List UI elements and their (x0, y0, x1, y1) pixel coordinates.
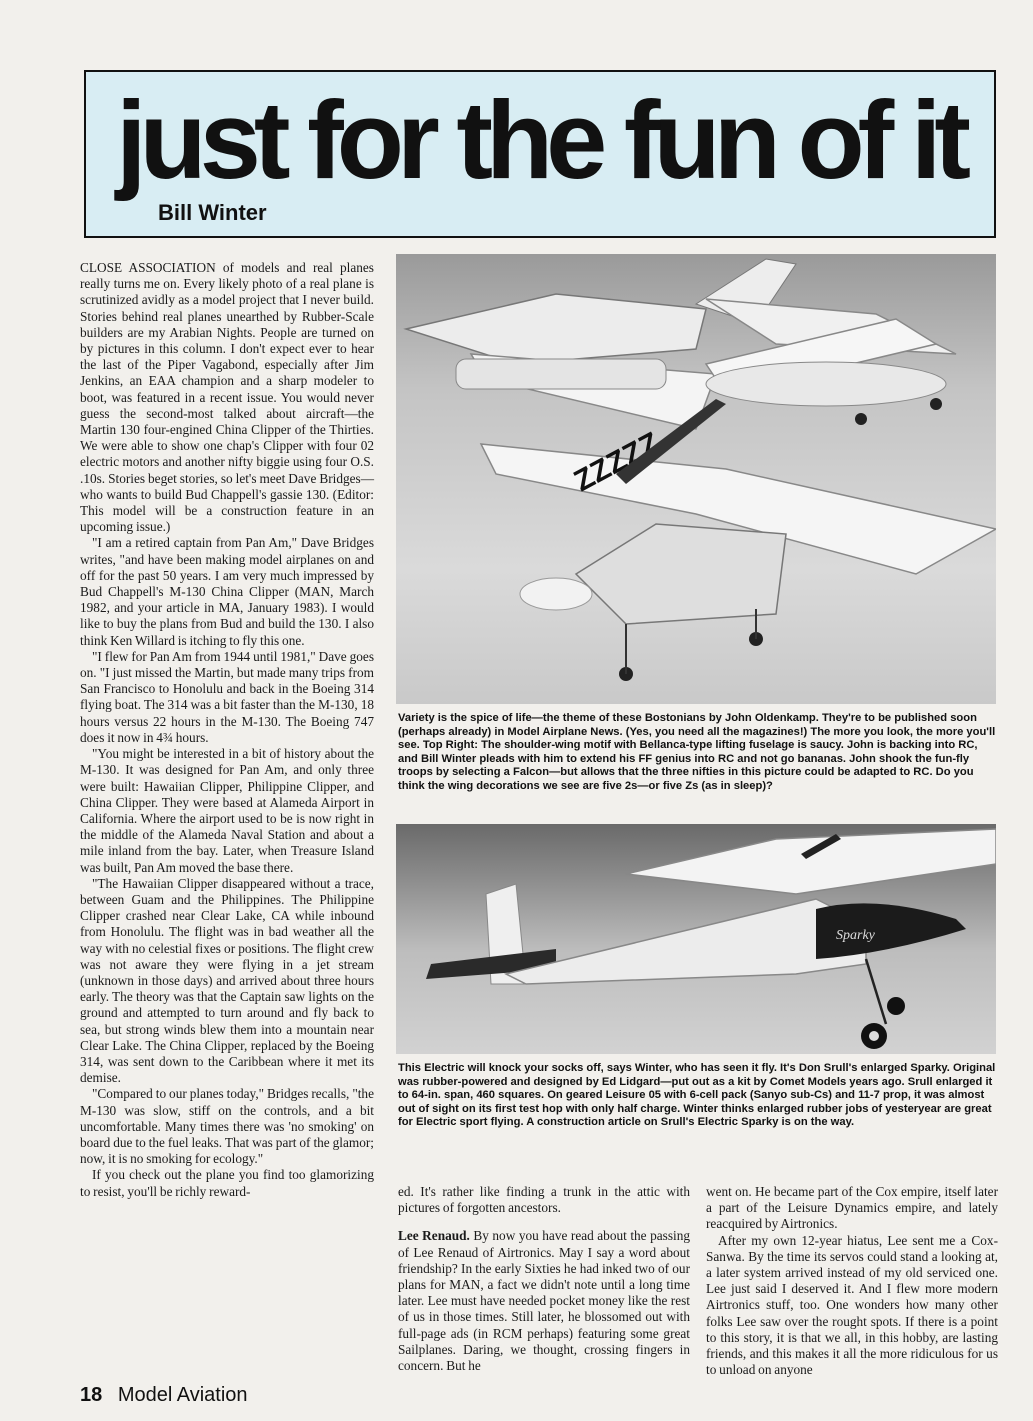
sparky-illustration (396, 824, 996, 1054)
paragraph: CLOSE ASSOCIATION of models and real planes really turns me on. Every likely photo of a real plane is scrutinized avidly as a model project that I never build. Stories behind real planes unearthed by Rubber-Scale builders are my Arabian Nights. People are turned on by pictures in this column. I don't expect ever to hear the last of the Piper Vagabond, especially after Jim Jenkins, an EAA champion and a sharp modeler to boot, was featured in a recent issue. You would never guess the second-most talked about aircraft—the Martin 130 four-engined China Clipper of the Thirties. We were able to show one chap's Clipper with four 02 electric motors and another nifty biggie using four O.S. .10s. Stories beget stories, so let's meet Dave Bridges—who wants to build Bud Chappell's gassie 130. (Editor: This model will be a construction feature in an upcoming issue.) (80, 260, 374, 535)
paragraph: ed. It's rather like finding a trunk in the attic with pictures of forgotten ancestors. (398, 1184, 690, 1216)
magazine-name: Model Aviation (117, 1384, 248, 1406)
author-byline: Bill Winter (158, 200, 267, 225)
article-column-1 (80, 260, 374, 1200)
fuselage-lettering: Sparky (836, 928, 875, 943)
photo-caption-sparky: This Electric will knock your socks off, says Winter, who has seen it fly. It's Don Srull's enlarged Sparky. Original was rubber-powered and designed by Ed Lidgard—put out as a kit by Comet Models years ago. Srull enlarged it to 64-in. span, 460 squares. On geared Leisure 05 with 6-cell pack (Sanyo sub-Cs) and 11-7 prop, it was almost out of sight on its first test hop with only half charge. Winter thinks enlarged rubber jobs of yesteryear are great for Electric sport flying. A construction article on Srull's Electric Sparky is on the way. (398, 1062, 996, 1129)
paragraph: After my own 12-year hiatus, Lee sent me a Cox-Sanwa. By the time its servos could stand a looking at, a later system arrived instead of my old serviced one. Lee just said I deserved it. And I flew more modern Airtronics stuff, too. One wonders how many other folks Lee saw over the rought spots. If there is a point to this story, it is that we all, in this hobby, are lasting friends, and this makes it all the more ridiculous for us to unload on anyone (706, 1232, 998, 1378)
paragraph: went on. He became part of the Cox empire, itself later a part of the Leisure Dynamics empire, and lately reacquired by Airtronics. (706, 1184, 998, 1232)
section-lead-in: Lee Renaud. (398, 1228, 470, 1244)
model-planes-illustration (396, 254, 996, 704)
page-title: just for the fun of it (116, 79, 965, 202)
bostonians-photo (396, 254, 996, 704)
paragraph-text: By now you have read about the passing of Lee Renaud of Airtronics. May I say a word about friendship? In the early Sixties he had inked two of our plans for MAN, a fact we didn't note until a long time later. Lee must have needed pocket money like the rest of us in those times. Still later, he blossomed out with full-page ads (in RCM perhaps) featuring some great Sailplanes. Daring, we thought, crossing fingers in concern. But he (398, 1228, 690, 1374)
photo-caption-bostonians: Variety is the spice of life—the theme of these Bostonians by John Oldenkamp. They're to be published soon (perhaps already) in Model Airplane News. (Yes, you need all the magazines!) The more you look, the more you'll see. Top Right: The shoulder-wing motif with Bellanca-type lifting fuselage is saucy. John is backing into RC, and Bill Winter pleads with him to extend his FF genius into RC and not go bananas. John shook the fun-fly troops by selecting a Falcon—but allows that the three nifties in this picture could be adapted to RC. Do you think the wing decorations we see are five 2s—or five Zs (as in sleep)? (398, 712, 996, 792)
paragraph: "The Hawaiian Clipper disappeared without a trace, between Guam and the Philippines. The Philippine Clipper crashed near Clear Lake, CA while inbound from Honolulu. The flight was in bad weather all the way with no celestial fixes or positions. The flight crew was not aware they were flying in a jet stream (unknown in those days) and arrived about three hours early. The theory was that the Captain saw lights on the ground and attempted to turn around and fly back to sea, but strong winds blew them into a mountain near Clear Lake. The China Clipper, replaced by the Boeing 314, was sent down to the Caribbean where it met its demise. (80, 875, 374, 1086)
paragraph: "You might be interested in a bit of history about the M-130. It was designed for Pan Am, and only three were built: Hawaiian Clipper, Philippine Clipper, and China Clipper. They were based at Alameda Airport in California. Where the airport used to be is now right in the middle of the Alameda Naval Station and about a mile inland from the bay. Later, when Treasure Island was built, Pan Am moved the base there. (80, 746, 374, 875)
sparky-photo (396, 824, 996, 1054)
article-column-2 (398, 1184, 690, 1374)
paragraph (398, 1228, 690, 1374)
page-footer (80, 1384, 248, 1407)
paragraph: "I am a retired captain from Pan Am," Dave Bridges writes, "and have been making model airplanes on and off for the past 50 years. I am very much impressed by Bud Chappell's M-130 China Clipper (MAN, March 1982, and your article in MA, January 1983). I would like to buy the plans from Bud and build the 130. I also think Ken Willard is itching to fly this one. (80, 535, 374, 648)
paragraph: If you check out the plane you find too glamorizing to resist, you'll be richly reward- (80, 1167, 374, 1199)
wing-lettering: ZZZZZ (568, 426, 666, 499)
paragraph: "I flew for Pan Am from 1944 until 1981," Dave goes on. "I just missed the Martin, but made many trips from San Francisco to Honolulu and back in the Boeing 314 flying boat. The 314 was a bit faster than the M-130, 18 hours versus 22 hours in the M-130. The Boeing 747 does it now in 4¾ hours. (80, 648, 374, 745)
title-banner (84, 70, 996, 238)
article-column-3 (706, 1184, 998, 1378)
page-number: 18 (80, 1384, 103, 1406)
paragraph: "Compared to our planes today," Bridges recalls, "the M-130 was slow, stiff on the controls, and a bit uncomfortable. Many times there was 'no smoking' on board due to the fuel leaks. That was part of the glamor; now, it is no smoking for ecology." (80, 1086, 374, 1167)
